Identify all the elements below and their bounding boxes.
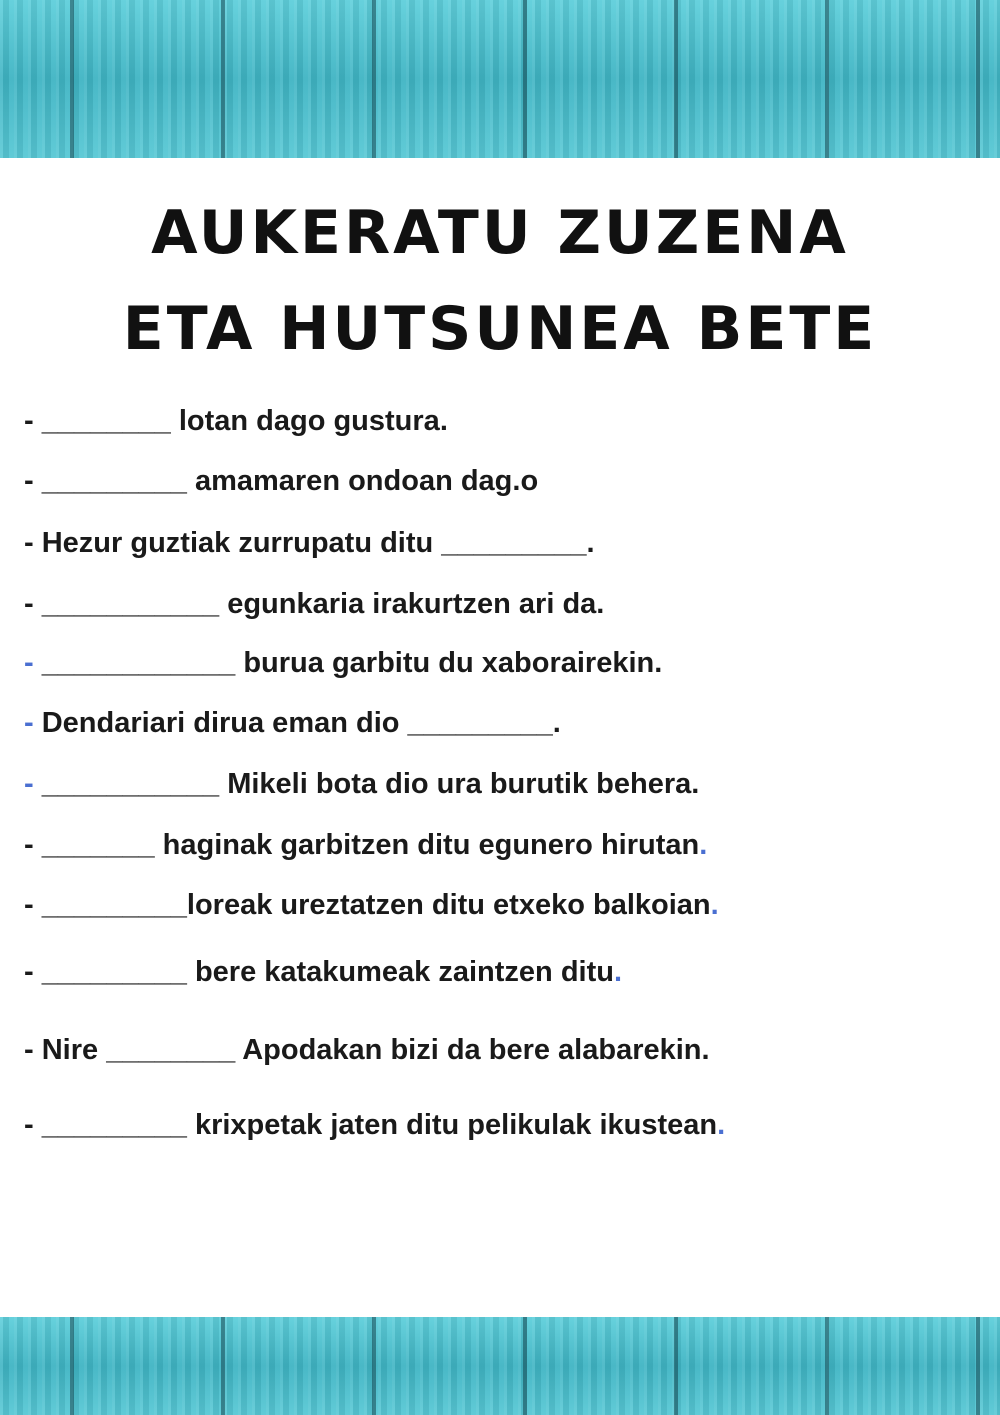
sentence-3 [24, 526, 595, 560]
dash: - [24, 1109, 34, 1141]
dash: - [24, 405, 34, 437]
wood-banner-top [0, 0, 1000, 158]
dash: - [24, 588, 34, 620]
sentence-end: . [699, 829, 708, 861]
sentence-text: ____________ burua garbitu du xaborairekin. [33, 647, 663, 679]
sentence-text: ___________ Mikeli bota dio ura burutik behera. [33, 768, 700, 800]
sentence-11 [24, 1033, 710, 1067]
dash: - [24, 889, 34, 921]
sentence-text: ________ lotan dago gustura. [33, 405, 448, 437]
sentence-text: _________ bere katakumeak zaintzen ditu [33, 956, 614, 988]
dash: - [24, 829, 34, 861]
sentence-text: _______ haginak garbitzen ditu egunero hirutan [33, 829, 700, 861]
dash: - [24, 707, 34, 739]
sentence-2 [24, 464, 538, 498]
dash: - [24, 647, 34, 679]
dash: - [24, 768, 34, 800]
worksheet-title [0, 185, 1000, 377]
sentence-9 [24, 888, 719, 922]
dash: - [24, 1034, 34, 1066]
sentence-text: _________ amamaren ondoan dag.o [33, 465, 539, 497]
sentence-text: Nire ________ Apodakan bizi da bere alabarekin. [33, 1034, 710, 1066]
title-line-1: AUKERATU ZUZENA [151, 198, 849, 268]
sentence-text: Hezur guztiak zurrupatu ditu _________. [33, 527, 595, 559]
sentence-end: . [717, 1109, 726, 1141]
sentence-8 [24, 828, 707, 862]
sentence-text: _________loreak ureztatzen ditu etxeko balkoian [33, 889, 711, 921]
sentence-4 [24, 587, 604, 621]
sentence-end: . [710, 889, 719, 921]
dash: - [24, 956, 34, 988]
sentence-10 [24, 955, 622, 989]
sentence-end: . [613, 956, 623, 988]
sentence-text: _________ krixpetak jaten ditu pelikulak ikustean [33, 1109, 718, 1141]
sentence-7 [24, 767, 699, 801]
dash: - [24, 465, 34, 497]
sentence-12 [24, 1108, 725, 1142]
sentence-5 [24, 646, 662, 680]
title-line-2: ETA HUTSUNEA BETE [122, 294, 878, 364]
wood-banner-bottom [0, 1317, 1000, 1415]
sentence-text: ___________ egunkaria irakurtzen ari da. [33, 588, 605, 620]
sentence-text: Dendariari dirua eman dio _________. [33, 707, 561, 739]
sentence-6 [24, 706, 561, 740]
sentence-1 [24, 404, 448, 438]
dash: - [24, 527, 34, 559]
